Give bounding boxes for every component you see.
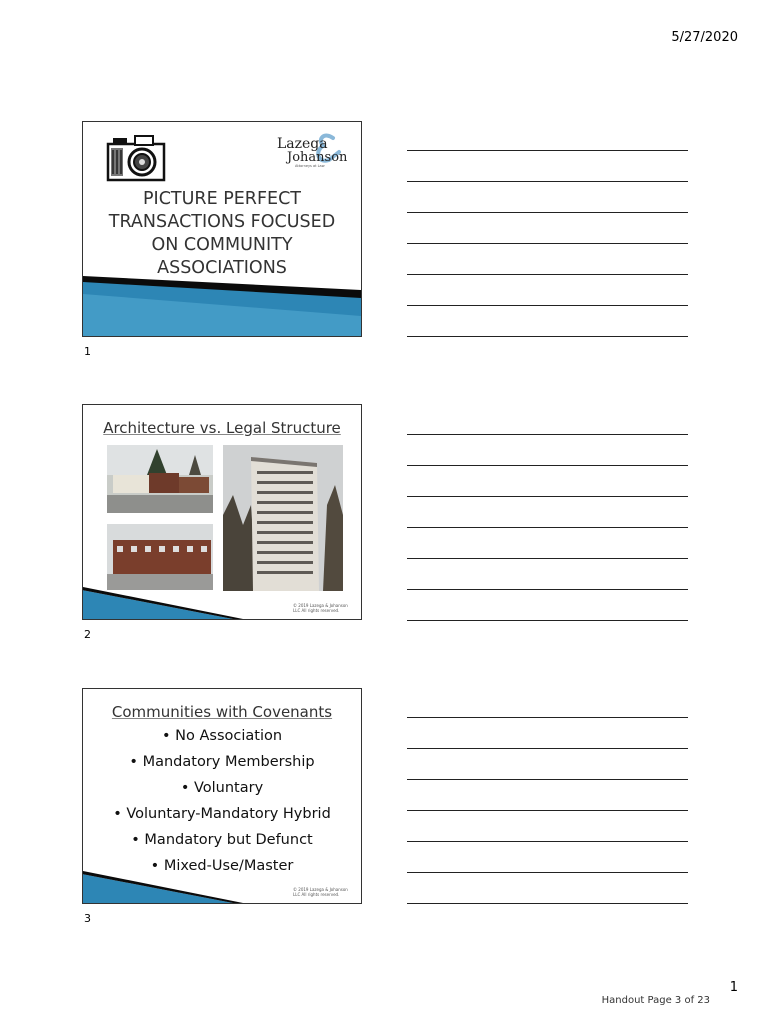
note-line xyxy=(407,305,688,306)
slide-2-thumbnail xyxy=(82,404,362,620)
bullet-text: Voluntary xyxy=(193,780,264,796)
note-line xyxy=(407,274,688,275)
note-line xyxy=(407,336,688,337)
bullet-item: • Voluntary xyxy=(180,780,264,796)
camera-icon xyxy=(105,132,169,184)
slide-3-title: Communities with Covenants xyxy=(111,703,333,721)
bullet-item: • Mandatory Membership xyxy=(129,754,315,770)
brand-logo xyxy=(275,130,355,172)
bullet-item: • No Association xyxy=(161,728,283,744)
brand-name-line2: Johanson xyxy=(287,150,348,165)
page-date: 5/27/2020 xyxy=(671,30,738,45)
title-line: TRANSACTIONS FOCUSED xyxy=(108,212,336,232)
title-line: PICTURE PERFECT xyxy=(142,189,301,209)
note-line xyxy=(407,243,688,244)
slide-1-title xyxy=(83,188,361,280)
note-line xyxy=(407,620,688,621)
slide-ribbon xyxy=(83,276,361,336)
note-line xyxy=(407,150,688,151)
title-line: ON COMMUNITY xyxy=(151,235,293,255)
note-line xyxy=(407,527,688,528)
bullet-text: Mixed-Use/Master xyxy=(163,858,294,874)
note-line xyxy=(407,841,688,842)
slide-1-number: 1 xyxy=(84,345,91,358)
note-line xyxy=(407,810,688,811)
note-line xyxy=(407,434,688,435)
slide-ribbon xyxy=(83,587,361,619)
note-line xyxy=(407,212,688,213)
note-line xyxy=(407,748,688,749)
brick-townhomes-photo xyxy=(107,524,213,590)
slide-2-number: 2 xyxy=(84,628,91,641)
bullet-text: Mandatory Membership xyxy=(142,754,315,770)
note-line xyxy=(407,903,688,904)
note-line xyxy=(407,558,688,559)
slide-3-thumbnail xyxy=(82,688,362,904)
note-line xyxy=(407,779,688,780)
bullet-text: Mandatory but Defunct xyxy=(144,832,313,848)
note-line xyxy=(407,181,688,182)
townhouse-photo xyxy=(107,445,213,513)
slide-3-number: 3 xyxy=(84,912,91,925)
page-number: 1 xyxy=(729,980,738,995)
brand-name-line1: Lazega xyxy=(277,136,328,152)
handout-footer: Handout Page 3 of 23 xyxy=(601,995,710,1006)
bullet-item: • Voluntary-Mandatory Hybrid xyxy=(113,806,331,822)
bullet-list xyxy=(83,723,361,879)
bullet-text: No Association xyxy=(175,728,283,744)
slide-ribbon xyxy=(83,871,361,903)
slide-2-copyright: © 2019 Lazega & Johanson LLC All rights reserved. xyxy=(293,603,348,613)
highrise-photo xyxy=(223,445,343,591)
bullet-text: Voluntary-Mandatory Hybrid xyxy=(126,806,331,822)
bullet-item: • Mandatory but Defunct xyxy=(131,832,313,848)
brand-tag: Attorneys at Law xyxy=(295,164,325,168)
note-line xyxy=(407,496,688,497)
bullet-item: • Mixed-Use/Master xyxy=(150,858,294,874)
slide-3-copyright: © 2019 Lazega & Johanson LLC All rights reserved. xyxy=(293,887,348,897)
title-line: ASSOCIATIONS xyxy=(157,258,287,278)
note-line xyxy=(407,465,688,466)
note-line xyxy=(407,717,688,718)
slide-1-thumbnail xyxy=(82,121,362,337)
note-line xyxy=(407,872,688,873)
note-line xyxy=(407,589,688,590)
slide-2-title: Architecture vs. Legal Structure xyxy=(103,419,341,437)
